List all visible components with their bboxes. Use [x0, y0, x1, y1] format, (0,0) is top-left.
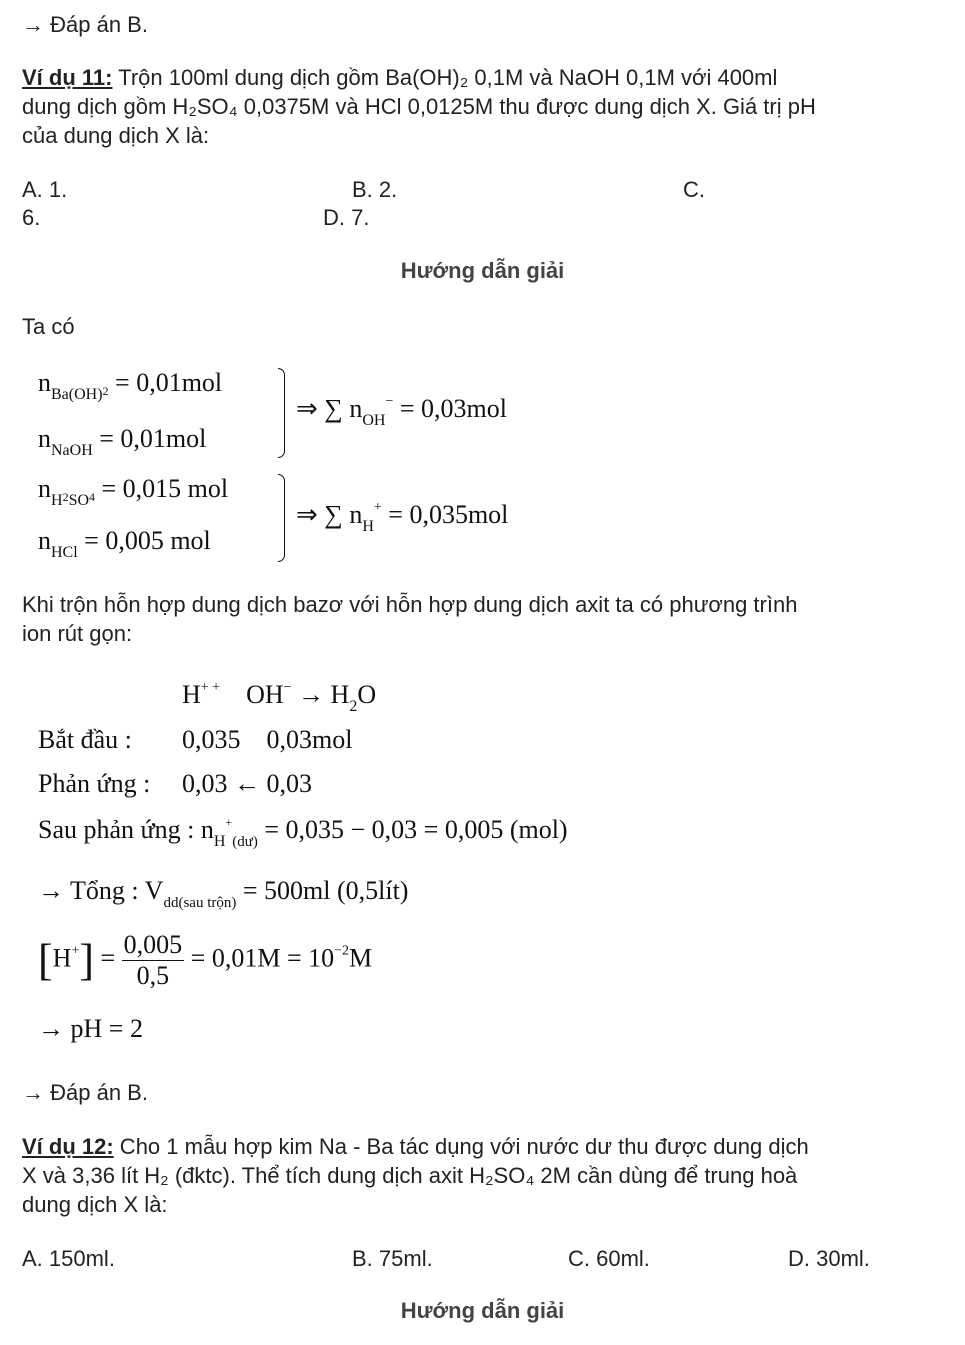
naoh-value: = 0,01mol [92, 424, 207, 453]
n-h2so4 [38, 474, 228, 510]
n-naoh [38, 424, 206, 460]
eq-minus: − [283, 680, 292, 695]
n-symbol: n [38, 474, 51, 503]
eq-sub-2: 2 [349, 698, 358, 715]
after-sup: + [225, 815, 233, 829]
h2so4-sub3: SO [68, 492, 90, 509]
ba-sub2: 2 [102, 384, 109, 398]
mix-line-1: Khi trộn hỗn hợp dung dịch bazơ với hỗn hợp dung dịch axit ta có phương trình [22, 592, 798, 617]
sum-h [296, 500, 508, 536]
total-label: → Tổng : V [38, 876, 164, 905]
answer-line-2: → Đáp án B. [22, 1080, 148, 1105]
oh-value: = 0,03mol [393, 394, 507, 423]
example-12-label: Ví dụ 12: [22, 1134, 114, 1159]
example-12-text-1: Cho 1 mẫu hợp kim Na - Ba tác dụng với nước dư thu được dung dịch [113, 1134, 809, 1159]
fraction-numerator: 0,005 [123, 930, 183, 959]
fraction-denominator: 0,5 [136, 961, 170, 990]
after-value: = 0,035 − 0,03 = 0,005 (mol) [257, 815, 568, 844]
naoh-sub: NaOH [51, 442, 93, 459]
ta-co-text: Ta có [22, 314, 75, 339]
guide-title-2: Hướng dẫn giải [400, 1298, 565, 1323]
conc-exp: −2 [334, 943, 350, 959]
eq-plus: + + [200, 680, 221, 695]
ba-value: = 0,01mol [108, 368, 223, 397]
n-symbol: n [38, 368, 51, 397]
option-d: D. 7. [323, 205, 370, 230]
h2so4-sub4: 4 [89, 490, 96, 504]
eq-oh: OH [246, 680, 284, 709]
option-c-value: 6. [22, 205, 41, 230]
eq-arrow: → H [291, 680, 350, 709]
conc-value: = 0,01M = 10 [184, 943, 335, 973]
n-hcl [38, 526, 211, 562]
n-symbol: n [38, 526, 51, 555]
start-label: Bắt đầu : [38, 725, 132, 754]
h-sub: H [362, 518, 374, 535]
right-bracket: ] [79, 935, 94, 985]
example-11-line-1 [22, 63, 777, 92]
h2so4-sub: H [51, 492, 63, 509]
example-12-line-1 [22, 1132, 809, 1161]
total-value: = 500ml (0,5lít) [236, 876, 409, 905]
react-label: Phản ứng : [38, 769, 151, 798]
example-11-line-3: của dung dịch X là: [22, 123, 210, 148]
mix-line-2: ion rút gọn: [22, 621, 133, 646]
answer-line: → Đáp án B. [22, 12, 148, 37]
after-label: Sau phản ứng : n [38, 815, 214, 844]
concentration: [H+] = $\frac{0,005}{0,5}$ = $0,01M = 10^{-2}M$ [38, 930, 373, 990]
option-b: B. 2. [352, 177, 398, 202]
react-values: 0,03 ← 0,03 [182, 769, 312, 798]
ph-result: → pH = 2 [38, 1014, 143, 1043]
option-a: A. 1. [22, 177, 68, 202]
guide-title: Hướng dẫn giải [400, 258, 565, 283]
example-11-label: Ví dụ 11: [22, 65, 113, 90]
sum-symbol: ⇒ ∑ n [296, 500, 363, 529]
example-12-line-3: dung dịch X là: [22, 1192, 168, 1217]
example-12-line-2: X và 3,36 lít H₂ (đktc). Thể tích dung dịch axit H₂SO₄ 2M cần dùng để trung hoà [22, 1163, 798, 1188]
total-volume [38, 876, 408, 912]
h-value: = 0,035mol [381, 500, 509, 529]
n-symbol: n [38, 424, 51, 453]
h2so4-value: = 0,015 mol [95, 474, 229, 503]
eq-h: H [182, 680, 201, 709]
sum-symbol: ⇒ ∑ n [296, 394, 363, 423]
n-baoh2 [38, 368, 222, 404]
ba-sub: Ba(OH) [51, 386, 103, 403]
start-values: 0,035 0,03mol [182, 725, 353, 754]
option-a-12: A. 150ml. [22, 1246, 115, 1271]
conc-unit: M [349, 943, 373, 973]
fraction [122, 930, 185, 991]
eq-o: O [357, 680, 377, 709]
total-sub: dd(sau trộn) [163, 895, 237, 911]
example-11-text-1: Trộn 100ml dung dịch gồm Ba(OH)₂ 0,1M và NaOH 0,1M với 400ml [112, 65, 778, 90]
after-sub: H [213, 833, 226, 850]
ionic-equation [182, 680, 376, 716]
example-11-line-2: dung dịch gồm H₂SO₄ 0,0375M và HCl 0,0125M thu được dung dịch X. Giá trị pH [22, 94, 816, 119]
option-b-12: B. 75ml. [352, 1246, 433, 1271]
h-sup: + [373, 500, 382, 515]
after-sub2: (dư) [232, 834, 258, 850]
brace-1 [278, 368, 285, 458]
h2so4-sub2: 2 [62, 490, 69, 504]
option-d-12: D. 30ml. [788, 1246, 870, 1271]
hcl-sub: HCl [51, 544, 78, 561]
oh-sub: OH [362, 412, 386, 429]
after-reaction [38, 815, 568, 851]
oh-sup: − [385, 394, 394, 409]
sum-oh [296, 394, 507, 430]
hcl-value: = 0,005 mol [77, 526, 211, 555]
option-c-12: C. 60ml. [568, 1246, 650, 1271]
brace-2 [278, 474, 285, 562]
option-c: C. [683, 177, 705, 202]
left-bracket: [ [38, 935, 53, 985]
conc-h: H [52, 943, 72, 973]
conc-sup: + [71, 943, 80, 959]
